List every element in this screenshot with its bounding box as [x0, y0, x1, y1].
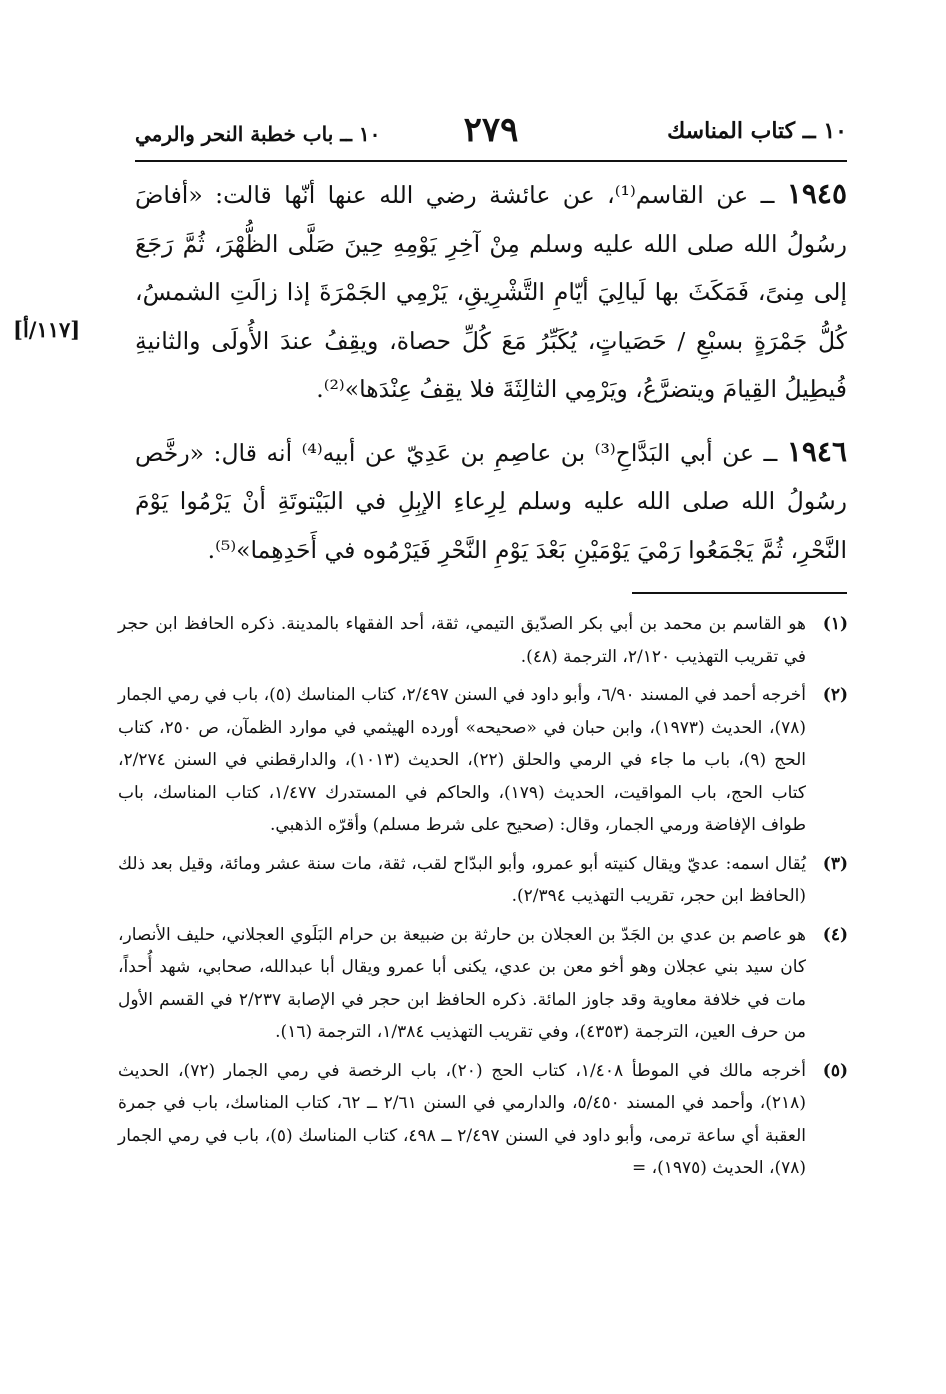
- footnotes: [118, 608, 848, 1191]
- margin-reference: [١١٧/أ]: [13, 317, 81, 342]
- chapter-title: ١٠ ــ كتاب المناسك: [667, 118, 847, 144]
- footnote-number: (٥): [822, 1060, 848, 1081]
- footnote-rule: [632, 592, 847, 594]
- hadith-paragraph: [135, 170, 847, 414]
- footnote: [118, 848, 848, 913]
- hadith-paragraph: [135, 428, 847, 575]
- footnote-number: (١): [822, 614, 848, 634]
- footnote-text: هو عاصم بن عدي بن الجَدّ بن العجلان بن حارثة بن ضبيعة بن حرام البَلَوي العجلاني، حليف الأنصار، كان سيد بني عجلان وهو أخو معن بن عدي، يكنى أبا عمرو ويقال أبا عبدالله، صحابي، شهد أُحداً، مات في خلافة معاوية وقد جاوز المائة. ذكره الحافظ ابن حجر في الإصابة ٢/٢٣٧ في القسم الأول من حرف العين، الترجمة (٤٣٥٣)، وفي تقريب التهذيب ١/٣٨٤، الترجمة (١٦).: [118, 924, 807, 1042]
- hadith-number: ١٩٤٥: [786, 177, 847, 210]
- footnote-text: أخرجه أحمد في المسند ٦/٩٠، وأبو داود في السنن ٢/٤٩٧، كتاب المناسك (٥)، باب في رمي الجمار (٧٨)، الحديث (١٩٧٣)، وابن حبان في «صحيحه» أورده الهيثمي في موارد الظمآن، ص ٢٥٠، كتاب الحج (٩)، باب ما جاء في الرمي والحلق (٢٢)، الحديث (١٠١٣)، والدارقطني في السنن ٢/٢٧٤، كتاب الحج، باب المواقيت، الحديث (١٧٩)، والحاكم في المستدرك ١/٤٧٧، كتاب المناسك، باب طواف الإفاضة ورمي الجمار، وقال: (صحيح على شرط مسلم) وأقرّه الذهبي.: [118, 685, 806, 835]
- footnote-number: (٣): [822, 853, 848, 874]
- footnote: [118, 1055, 848, 1185]
- hadith-number: ١٩٤٦: [786, 434, 847, 468]
- footnote: [118, 919, 848, 1049]
- footnote-text: هو القاسم بن محمد بن أبي بكر الصدّيق التيمي، ثقة، أحد الفقهاء بالمدينة. ذكره الحافظ ابن حجر في تقريب التهذيب ٢/١٢٠، الترجمة (٤٨).: [118, 614, 806, 667]
- section-title: ١٠ ــ باب خطبة النحر والرمي: [135, 122, 381, 146]
- hadith-text: ــ عن القاسم⁽¹⁾، عن عائشة رضي الله عنها أنّها قالت: «أفاضَ رسُولُ الله صلى الله عليه وسلم مِنْ آخِرِ يَوْمِهِ حِينَ صَلَّى الظُّهْرَ، ثُمَّ رَجَعَ إلى مِنىً، فَمَكَثَ بها لَيالِيَ أيّامِ التَّشْرِيقِ، يَرْمِي الجَمْرَةَ إذا زالَتِ الشمسُ، كُلُّ جَمْرَةٍ بسبْعِ / حَصَياتٍ، يُكَبِّرُ مَعَ كُلِّ حصاة، ويقِفُ عندَ الأُولَى والثانيةِ فُيطِيلُ القِيامَ ويتضرَّعُ، ويَرْمِي الثالِثَةَ فلا يقِفُ عِنْدَها»⁽²⁾.: [135, 181, 847, 403]
- page-number: ٢٧٩: [463, 110, 519, 150]
- running-header: [135, 108, 847, 158]
- hadith-text: ــ عن أبي البَدَّاحِ⁽³⁾ بن عاصِمِ بن عَدِيّ عن أبيه⁽⁴⁾ أنه قال: «رخَّص رسُولُ الله صلى الله عليه وسلم لِرِعاءِ الإبِلِ في البَيْتوتَةِ أنْ يَرْمُوا يَوْمَ النَّحْرِ، ثُمَّ يَجْمَعُوا رَمْيَ يَوْمَيْنِ بَعْدَ يَوْمِ النَّحْرِ فَيَرْمُوه في أَحَدِهِما»⁽⁵⁾.: [135, 438, 847, 564]
- header-rule: [135, 160, 847, 162]
- footnote-number: (٢): [822, 685, 848, 705]
- footnote-text: أخرجه مالك في الموطأ ١/٤٠٨، كتاب الحج (٢٠)، باب الرخصة في رمي الجمار (٧٢)، الحديث (٢١٨)، وأحمد في المسند ٥/٤٥٠، والدارمي في السنن ٢/٦١ ــ ٦٢، كتاب المناسك، باب في جمرة العقبة أي ساعة ترمى، وأبو داود في السنن ٢/٤٩٧ ــ ٤٩٨، كتاب المناسك (٥)، باب في رمي الجمار (٧٨)، الحديث (١٩٧٥)، =: [118, 1060, 806, 1178]
- footnote: [118, 679, 848, 842]
- footnote: [118, 608, 848, 673]
- footnote-text: يُقال اسمه: عديّ ويقال كنيته أبو عمرو، وأبو البدّاح لقب، ثقة، مات سنة عشر ومائة، وقيل بعد ذلك (الحافظ ابن حجر، تقريب التهذيب ٢/٣٩٤).: [118, 853, 806, 906]
- main-text: [13, 170, 847, 574]
- footnote-number: (٤): [822, 924, 848, 945]
